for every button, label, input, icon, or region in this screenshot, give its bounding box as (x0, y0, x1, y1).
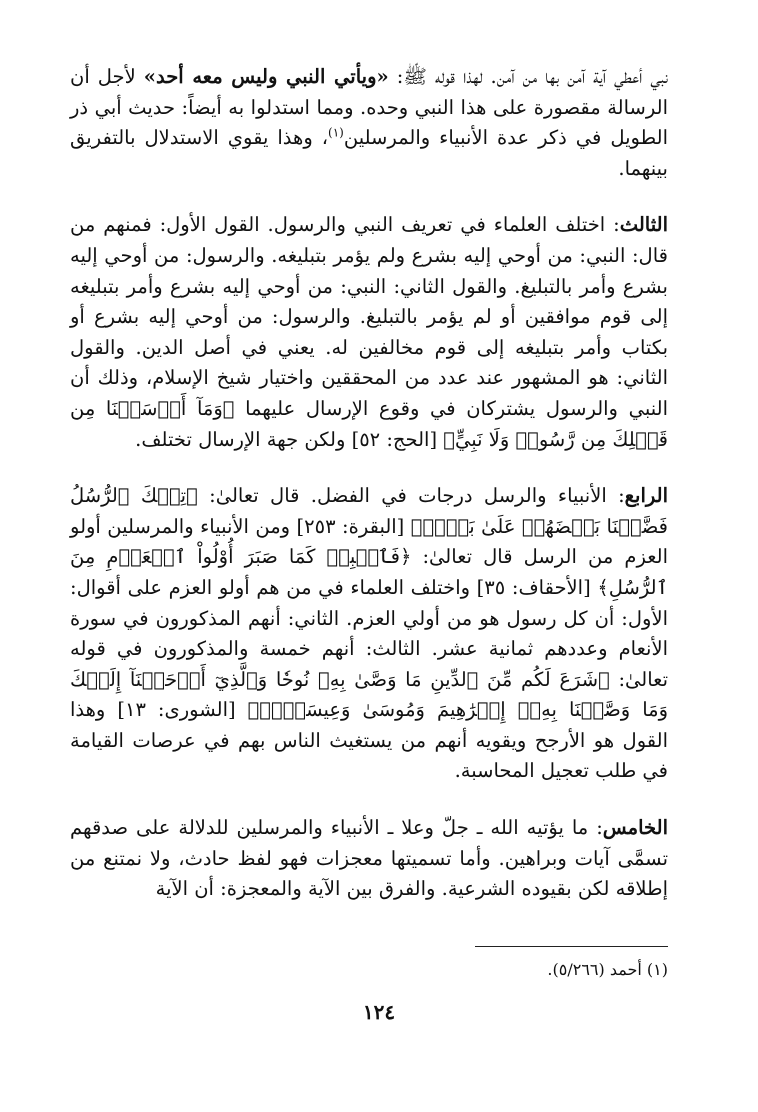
footnote-reference: (١) (328, 125, 344, 140)
paragraph-prophet-sign (70, 62, 668, 184)
section-label-fifth: الخامس (602, 816, 668, 840)
paragraph-3-text (70, 481, 668, 787)
paragraph-2-text (70, 210, 668, 455)
page-number: ١٢٤ (362, 1000, 396, 1024)
paragraph-third (70, 210, 668, 455)
paragraph-4-body: : ما يؤتيه الله ـ جلّ وعلا ـ الأنبياء والمرسلين للدلالة على صدقهم تسمَّى آيات وبراهين. وأما تسميتها معجزات فهو لفظ حادث، ولا نمتنع من إطلاقه لكن بقيوده الشرعية. والفرق بين الآية والمعجزة: أن الآية (70, 816, 668, 901)
section-label-third: الثالث (619, 213, 668, 237)
footnote (70, 958, 668, 982)
paragraph-1-text-a: نبي أعطي آية آمن بها من آمن. لهذا قوله ﷺ: (388, 65, 669, 88)
paragraph-1-text (70, 62, 668, 184)
paragraph-2-body: : اختلف العلماء في تعريف النبي والرسول. القول الأول: فمنهم من قال: النبي: من أوحي إليه بشرع ولم يؤمر بتبليغه. والرسول: من أوحي إليه بشرع وأمر بالتبليغ. والقول الثاني: النبي: من أوحي إليه بشرع وأمر بتبليغه إلى قوم موافقين أو لم يؤمر بالتبليغ. والرسول: من أوحي إليه بشرع أو بكتاب وأمر بتبليغه إلى قوم مخالفين له. يعني في أصل الدين. والقول الثاني: هو المشهور عند عدد من المحققين واختيار شيخ الإسلام، وذلك أن النبي والرسول يشتركان في وقوع الإرسال عليهما ﴿وَمَآ أَرۡسَلۡنَا مِن قَبۡلِكَ مِن رَّسُولٖ وَلَا نَبِيٍّ﴾ [الحج: ٥٢] ولكن جهة الإرسال تختلف. (70, 213, 668, 451)
paragraph-3-body: : الأنبياء والرسل درجات في الفضل. قال تعالىٰ: ﴿تِلۡكَ ٱلرُّسُلُ فَضَّلۡنَا بَعۡضَهُمۡ عَلَىٰ بَعۡضٖ﴾ [البقرة: ٢٥٣] ومن الأنبياء والمرسلين أولو العزم من الرسل قال تعالىٰ: ﴿فَٱصۡبِرۡ كَمَا صَبَرَ أُوْلُواْ ٱلۡعَزۡمِ مِنَ ٱلرُّسُلِ﴾ [الأحقاف: ٣٥] واختلف العلماء في من هم أولو العزم على أقوال: الأول: أن كل رسول هو من أولي العزم. الثاني: أنهم المذكورون في سورة الأنعام وعددهم ثمانية عشر. الثالث: أنهم خمسة والمذكورون في قوله تعالىٰ: ﴿شَرَعَ لَكُم مِّنَ ٱلدِّينِ مَا وَصَّىٰ بِهِۦ نُوحٗا وَٱلَّذِيٓ أَوۡحَيۡنَآ إِلَيۡكَ وَمَا وَصَّيۡنَا بِهِۦٓ إِبۡرَٰهِيمَ وَمُوسَىٰ وَعِيسَىٰٓۖ﴾ [الشورى: ١٣] وهذا القول هو الأرجح ويقويه أنهم من يستغيث الناس بهم في عرصات القيامة في طلب تعجيل المحاسبة. (70, 484, 668, 783)
paragraph-1-text-c: ، وهذا يقوي الاستدلال بالتفريق بينهما. (70, 126, 668, 180)
paragraph-fifth (70, 813, 668, 905)
paragraph-fourth (70, 481, 668, 787)
footnote-divider (475, 946, 668, 947)
paragraph-4-text (70, 813, 668, 905)
page-body (70, 62, 668, 905)
footnote-text: (١) أحمد (٥/٢٦٦). (547, 960, 668, 979)
paragraph-1-text-b: لأجل أن الرسالة مقصورة على هذا النبي وحده. ومما استدلوا به أيضاً: حديث أبي ذر الطويل في ذكر عدة الأنبياء والمرسلين (70, 65, 668, 150)
section-label-fourth: الرابع (624, 484, 668, 508)
hadith-quote: «ويأتي النبي وليس معه أحد» (143, 65, 389, 88)
